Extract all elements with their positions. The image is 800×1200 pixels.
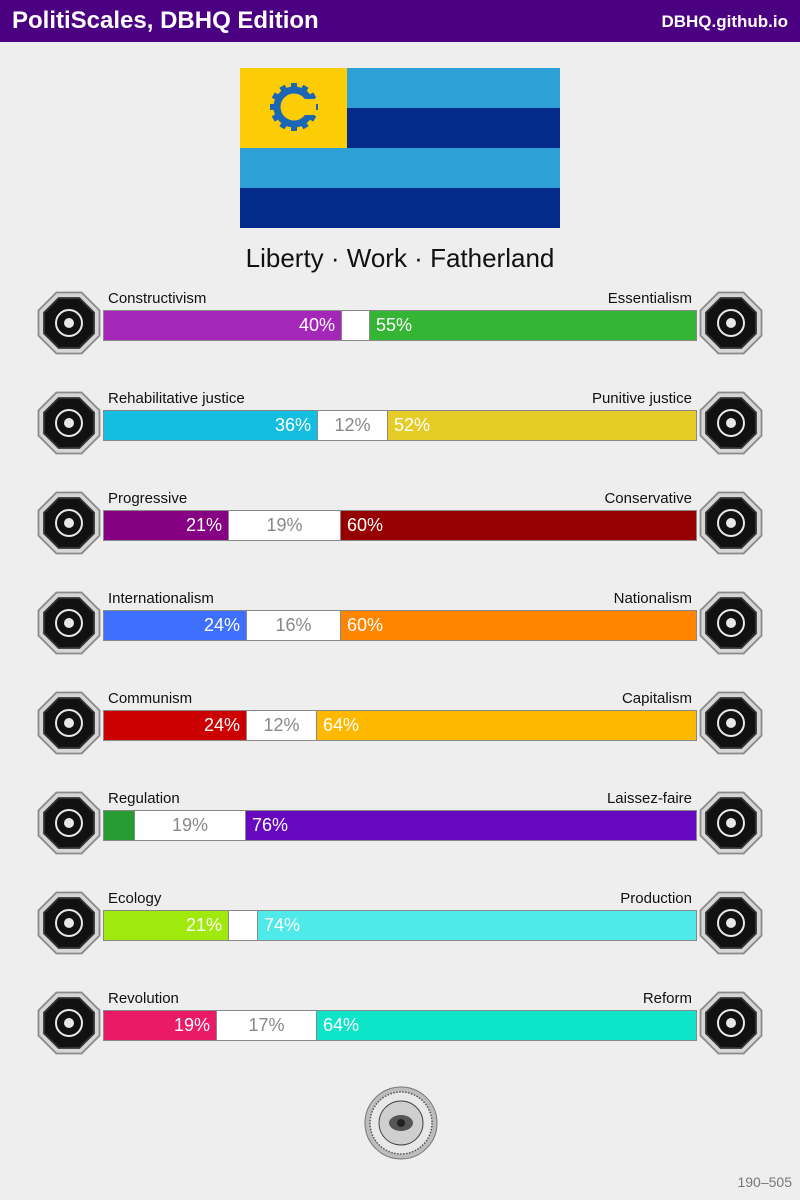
axis-left-label: Ecology [108, 890, 162, 907]
axis-right-label: Nationalism [613, 590, 692, 607]
factory-gear-icon [696, 888, 766, 958]
axis-row [0, 888, 800, 978]
site-link[interactable]: DBHQ.github.io [661, 12, 788, 31]
axis-bar [103, 1010, 697, 1041]
axis-bar [103, 810, 697, 841]
axis-center-value [228, 911, 258, 940]
axis-right-label: Conservative [604, 490, 692, 507]
axis-right-label: Essentialism [607, 290, 692, 307]
axis-center-value: 19% [228, 511, 341, 540]
quill-icon [696, 488, 766, 558]
axis-right-value: 74% [258, 911, 696, 940]
axis-left-label: Progressive [108, 490, 188, 507]
axis-left-value: 21% [104, 511, 228, 540]
eye-icon [34, 288, 104, 358]
axis-bar [103, 510, 697, 541]
axis-center-value: 12% [317, 411, 388, 440]
axis-left-label: Communism [108, 690, 193, 707]
prison-bars-icon [696, 388, 766, 458]
flag-stripe [240, 188, 560, 228]
axis-right-value: 64% [317, 1011, 696, 1040]
axis-row [0, 588, 800, 678]
axis-left-label: Regulation [108, 790, 180, 807]
flag-stripe [240, 148, 560, 188]
axis-right-value: 64% [317, 711, 696, 740]
axis-right-value: 52% [388, 411, 696, 440]
axis-row [0, 388, 800, 478]
axis-row [0, 488, 800, 578]
hammer-sickle-icon [34, 688, 104, 758]
axis-right-label: Capitalism [621, 690, 692, 707]
comet-icon [34, 488, 104, 558]
flag-canton [240, 68, 347, 148]
handshake-icon [34, 388, 104, 458]
axis-left-label: Revolution [108, 990, 179, 1007]
axis-right-value: 60% [341, 611, 696, 640]
footer-text: 190–505 [737, 1174, 792, 1190]
raised-fist-icon [34, 988, 104, 1058]
axis-center-value: 19% [134, 811, 246, 840]
axis-right-value: 60% [341, 511, 696, 540]
motto: Liberty · Work · Fatherland [245, 243, 555, 273]
axis-right-value: 76% [246, 811, 696, 840]
axis-left-value: 21% [104, 911, 228, 940]
axis-center-value: 12% [246, 711, 317, 740]
header [0, 0, 800, 42]
ruler-icon [34, 788, 104, 858]
axis-right-label: Laissez-faire [606, 790, 692, 807]
axis-row [0, 988, 800, 1078]
axis-left-label: Rehabilitative justice [108, 390, 245, 407]
axis-center-value [341, 311, 370, 340]
axis-bar [103, 410, 697, 441]
axis-left-value: 24% [104, 611, 246, 640]
axis-bar [103, 910, 697, 941]
axis-right-label: Reform [642, 990, 692, 1007]
seal-icon [364, 1086, 438, 1160]
axis-left-label: Constructivism [108, 290, 207, 307]
axis-left-value: 40% [104, 311, 341, 340]
sprout-icon [34, 888, 104, 958]
axis-left-value: 24% [104, 711, 246, 740]
axis-right-value: 55% [370, 311, 696, 340]
axis-left-value: 19% [104, 1011, 216, 1040]
flag [240, 68, 560, 228]
axis-left-value: 36% [104, 411, 317, 440]
axis-center-value: 17% [216, 1011, 317, 1040]
axis-bar [103, 710, 697, 741]
axis-center-value: 16% [246, 611, 341, 640]
ballot-box-icon [696, 988, 766, 1058]
axis-bar [103, 310, 697, 341]
flower-icon [696, 288, 766, 358]
axis-row [0, 288, 800, 378]
axis-left-label: Internationalism [108, 590, 214, 607]
axis-row [0, 788, 800, 878]
axis-right-label: Production [620, 890, 692, 907]
gear-crescent-icon [264, 79, 320, 135]
page-title: PolitiScales, DBHQ Edition [12, 7, 319, 34]
globe-icon [34, 588, 104, 658]
butterfly-icon [696, 788, 766, 858]
money-bag-icon [696, 688, 766, 758]
flag-icon [696, 588, 766, 658]
axis-left-value [104, 811, 134, 840]
axis-right-label: Punitive justice [591, 390, 692, 407]
axis-row [0, 688, 800, 778]
axis-bar [103, 610, 697, 641]
